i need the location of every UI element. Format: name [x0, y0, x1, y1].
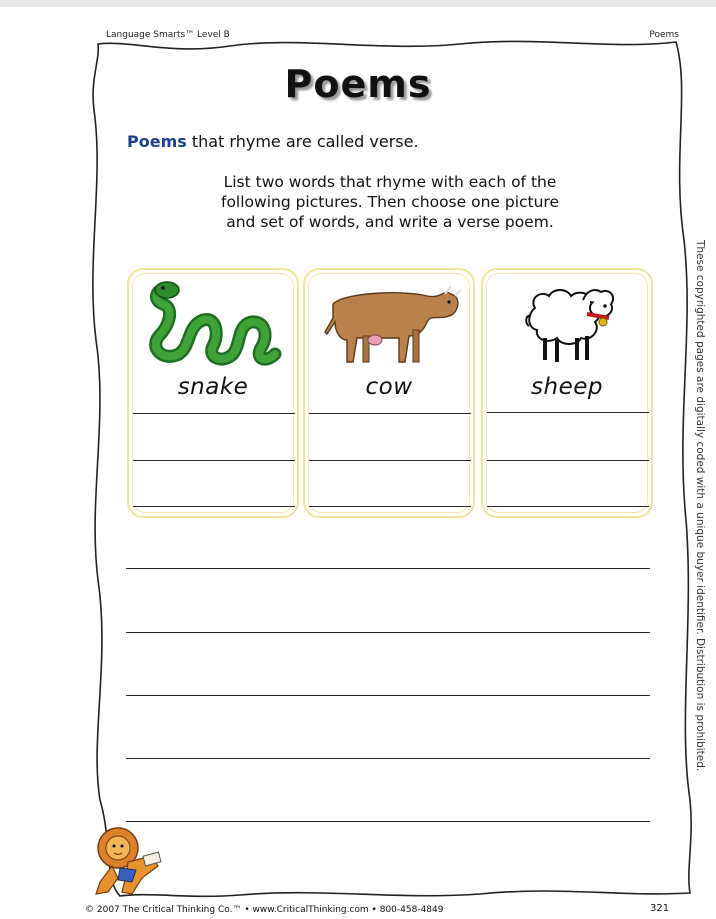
poem-writing-line[interactable]	[126, 695, 650, 696]
rhyme-answer-line[interactable]	[133, 506, 295, 507]
card-word-snake: snake	[177, 374, 249, 400]
intro-keyword: Poems	[127, 132, 187, 151]
poem-writing-line[interactable]	[126, 568, 650, 569]
page-title: Poems	[284, 62, 432, 106]
poem-writing-line[interactable]	[126, 758, 650, 759]
cow-icon	[305, 274, 473, 370]
footer-copyright: © 2007 The Critical Thinking Co.™ • www.CriticalThinking.com • 800-458-4849	[85, 905, 444, 915]
lion-mascot-icon	[88, 822, 168, 900]
intro-text	[127, 132, 419, 151]
card-word-sheep: sheep	[531, 374, 603, 400]
intro-rest: that rhyme are called verse.	[186, 132, 419, 151]
sheep-icon	[483, 274, 651, 370]
snake-icon	[129, 274, 297, 370]
rhyme-answer-line[interactable]	[309, 460, 471, 461]
card-word-cow: cow	[365, 374, 413, 400]
instructions-line-3: and set of words, and write a verse poem.	[226, 213, 554, 231]
side-copyright-notice: These copyrighted pages are digitally coded with a unique buyer identifier. Distribution is prohibited.	[694, 240, 706, 772]
instructions-line-1: List two words that rhyme with each of the	[223, 173, 557, 191]
rhyme-answer-line[interactable]	[133, 413, 295, 414]
header-right: Poems	[649, 30, 679, 40]
rhyme-answer-line[interactable]	[487, 460, 649, 461]
rhyme-answer-line[interactable]	[309, 413, 471, 414]
rhyme-answer-line[interactable]	[487, 412, 649, 413]
poem-writing-line[interactable]	[126, 632, 650, 633]
rhyme-answer-line[interactable]	[133, 460, 295, 461]
page-number: 321	[650, 903, 670, 914]
instructions-line-2: following pictures. Then choose one picture	[220, 193, 559, 211]
poem-writing-line[interactable]	[126, 821, 650, 822]
rhyme-answer-line[interactable]	[309, 506, 471, 507]
rhyme-answer-line[interactable]	[487, 506, 649, 507]
instructions	[180, 172, 600, 232]
header-left: Language Smarts™ Level B	[106, 30, 230, 40]
